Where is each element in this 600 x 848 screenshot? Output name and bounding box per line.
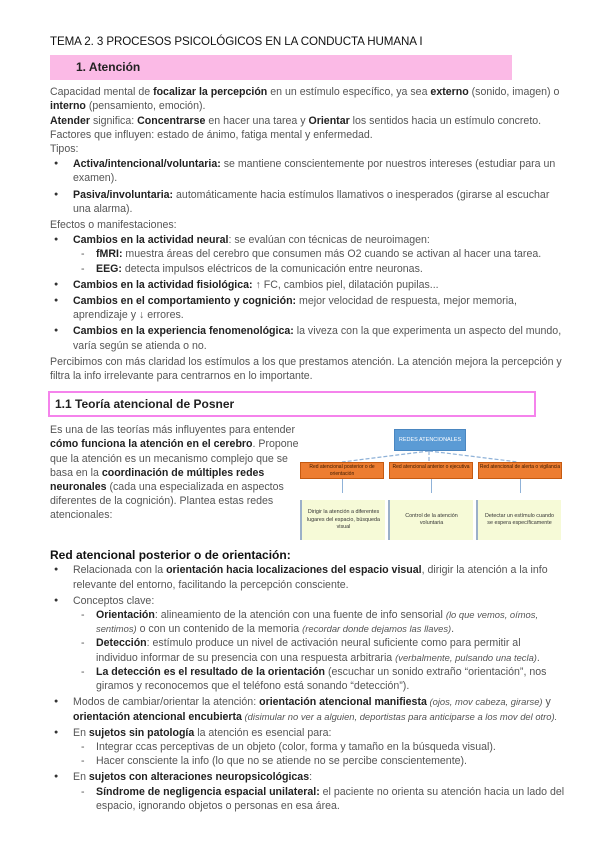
diagram-network-node: Red atencional de alerta o vigilancia xyxy=(478,462,562,479)
list-item xyxy=(50,695,565,723)
sublist xyxy=(73,608,565,693)
tipos-label: Tipos: xyxy=(50,143,79,156)
conclusion-paragraph: Percibimos con más claridad los estímulos a los que prestamos atención. La atención mejora la percepción y filtra la info irrelevante para centrarnos en lo importante. xyxy=(50,355,562,383)
bold-text: fMRI: xyxy=(96,248,123,261)
list-item xyxy=(50,563,565,591)
text: En xyxy=(73,726,89,739)
text: mejor velocidad de respuesta, mejor memoria, aprendizaje y ↓ errores. xyxy=(73,295,517,322)
sublist xyxy=(73,247,565,275)
italic-text: (ojos, mov cabeza, girarse) xyxy=(426,696,543,708)
bold-text: EEG: xyxy=(96,262,122,275)
text: muestra áreas del cerebro que consumen más O2 cuando se activan al hacer una tarea. xyxy=(122,248,542,261)
section-heading-posner: 1.1 Teoría atencional de Posner xyxy=(48,391,536,417)
bold-text: Activa/intencional/voluntaria: xyxy=(73,158,221,171)
sublist-item: - Integrar ccas perceptivas de un objeto (color, forma y tamaño en la búsqueda visual). xyxy=(73,740,565,754)
bold-text: interno xyxy=(50,100,86,113)
diagram-network-node: Red atencional anterior o ejecutiva xyxy=(389,462,473,479)
bold-text: Pasiva/involuntaria: xyxy=(73,188,174,201)
text: . xyxy=(451,623,455,636)
sublist-item xyxy=(73,608,565,636)
bold-text: Cambios en la actividad fisiológica: xyxy=(73,278,253,291)
diagram-desc-node: Control de la atención voluntaria xyxy=(388,500,473,540)
factores-paragraph: Factores que influyen: estado de ánimo, fatiga mental y enfermedad. xyxy=(50,128,373,141)
section-heading-atencion: 1. Atención xyxy=(50,55,512,80)
italic-text: (recordar donde dejamos las llaves) xyxy=(302,623,452,635)
text: los sentidos hacia un estímulo concreto. xyxy=(349,114,542,127)
posner-intro-block xyxy=(50,423,565,548)
bold-text: Orientación xyxy=(96,609,155,622)
text: : se evalúan con técnicas de neuroimagen: xyxy=(228,234,430,247)
list-item xyxy=(50,770,565,813)
sublist-item xyxy=(73,247,565,261)
text: detecta impulsos eléctricos de la comunicación entre neuronas. xyxy=(121,262,423,275)
bold-text: orientación hacia localizaciones del espacio visual xyxy=(166,564,422,577)
bold-text: externo xyxy=(430,86,469,99)
bold-text: Cambios en el comportamiento y cognición: xyxy=(73,295,297,308)
text: : xyxy=(309,771,313,784)
sublist xyxy=(73,740,565,768)
text: , dirigir la atención a la info relevante del entorno, facilitando la percepción consciente. xyxy=(73,564,548,591)
sublist-item xyxy=(73,636,565,664)
sublist-item xyxy=(73,665,565,693)
tipos-list xyxy=(50,157,565,216)
bold-text: sujetos con alteraciones neuropsicológicas xyxy=(88,771,310,784)
efectos-list xyxy=(50,233,565,353)
text: la atención es esencial para: xyxy=(194,726,332,739)
diagram-connector xyxy=(431,479,432,493)
text: en hacer una tarea y xyxy=(205,114,309,127)
bold-text: Atender xyxy=(50,114,91,127)
diagram-root-node: REDES ATENCIONALES xyxy=(394,429,466,451)
text: (sonido, imagen) o xyxy=(468,86,560,99)
text: . Propone que la atención es un mecanismo complejo que se basa en la xyxy=(50,438,299,479)
text: Capacidad mental de xyxy=(50,86,154,99)
list-item xyxy=(50,157,565,185)
bold-text: sujetos sin patología xyxy=(88,726,195,739)
text: significa: xyxy=(90,114,138,127)
document-page xyxy=(50,35,565,815)
list-item xyxy=(50,324,565,352)
text: la viveza con la que experimenta un aspecto del mundo, varía según se atienda o no. xyxy=(73,325,562,352)
text: (escuchar un sonido extraño “orientación”, nos giramos y reconocemos que el teléfono está sonando “detección”). xyxy=(96,665,547,693)
bold-text: Detección xyxy=(96,637,147,650)
diagram-network-node: Red atencional posterior o de orientación xyxy=(300,462,384,479)
bold-text: coordinación de múltiples redes neuronales xyxy=(50,466,265,494)
bold-text: cómo funciona la atención en el cerebro xyxy=(50,438,253,451)
bold-text: Síndrome de negligencia espacial unilateral: xyxy=(96,785,320,798)
text: En xyxy=(73,771,89,784)
list-item xyxy=(50,188,565,216)
text: Conceptos clave: xyxy=(73,594,155,607)
sublist-item xyxy=(73,262,565,276)
text: se mantiene conscientemente por nuestros intereses (estudiar para un examen). xyxy=(73,158,556,185)
list-item xyxy=(50,726,565,769)
posterior-list xyxy=(50,563,565,812)
atender-paragraph xyxy=(50,114,565,128)
italic-text: (lo que vemos, oímos, sentimos) xyxy=(96,609,539,635)
list-item xyxy=(50,233,565,276)
italic-text: (verbalmente, pulsando una tecla) xyxy=(395,651,537,663)
text: : alineamiento de la atención con una fuente de info sensorial xyxy=(154,609,446,622)
text: ↑ FC, cambios piel, dilatación pupilas... xyxy=(252,278,439,291)
document-title: TEMA 2. 3 PROCESOS PSICOLÓGICOS EN LA CONDUCTA HUMANA I xyxy=(50,35,423,48)
diagram-desc-node: Dirigir la atención a diferentes lugares del espacio, búsqueda visual xyxy=(300,500,385,540)
bold-text: Orientar xyxy=(308,114,350,127)
list-item xyxy=(50,278,565,292)
sublist-item: - Hacer consciente la info (lo que no se atiende no se percibe conscientemente). xyxy=(73,754,565,768)
diagram-connector xyxy=(520,479,521,493)
text: Modos de cambiar/orientar la atención: xyxy=(73,696,260,709)
posner-intro-paragraph xyxy=(50,423,302,522)
list-item xyxy=(50,294,565,322)
text: o con un contenido de la memoria xyxy=(136,623,303,636)
text: automáticamente hacia estímulos llamativos o inesperados (girarse al escuchar una alarma). xyxy=(73,188,550,215)
sublist-item xyxy=(73,785,565,813)
definition-paragraph xyxy=(50,85,565,113)
bold-text: Cambios en la experiencia fenomenológica: xyxy=(73,325,294,338)
text: el paciente no orienta su atención hacia un lado del espacio, ignorando objetos o personas en esa área. xyxy=(96,785,565,812)
bold-text: Cambios en la actividad neural xyxy=(73,234,229,247)
text: (pensamiento, emoción). xyxy=(85,100,206,113)
text: Es una de las teorías más influyentes para entender xyxy=(50,424,295,437)
bold-text: Concentrarse xyxy=(137,114,206,127)
text: (cada una especializada en aspectos diferentes de la cognición). Plantea estas redes atencionales: xyxy=(50,481,284,522)
subsection-heading-posterior: Red atencional posterior o de orientación: xyxy=(50,548,291,563)
text: : estímulo produce un nivel de activación neural suficiente como para permitir al individuo informar de su presencia con una respuesta arbitraria xyxy=(96,637,521,664)
bold-text: orientación atencional encubierta xyxy=(73,710,242,723)
diagram-desc-node: Detectar un estímulo cuando se espera específicamente xyxy=(476,500,561,540)
redes-atencionales-diagram xyxy=(300,427,562,543)
diagram-connector xyxy=(342,479,343,493)
italic-text: (disimular no ver a alguien, deportistas para anticiparse a los mov del otro). xyxy=(241,710,558,722)
text: y xyxy=(542,696,551,709)
text: en un estímulo específico, ya sea xyxy=(267,86,431,99)
efectos-label: Efectos o manifestaciones: xyxy=(50,219,177,232)
bold-text: La detección es el resultado de la orientación xyxy=(96,665,326,678)
text: . xyxy=(536,651,540,664)
sublist xyxy=(73,785,565,813)
bold-text: orientación atencional manifiesta xyxy=(259,696,427,709)
bold-text: focalizar la percepción xyxy=(153,86,268,99)
list-item xyxy=(50,594,565,693)
text: Relacionada con la xyxy=(73,564,167,577)
